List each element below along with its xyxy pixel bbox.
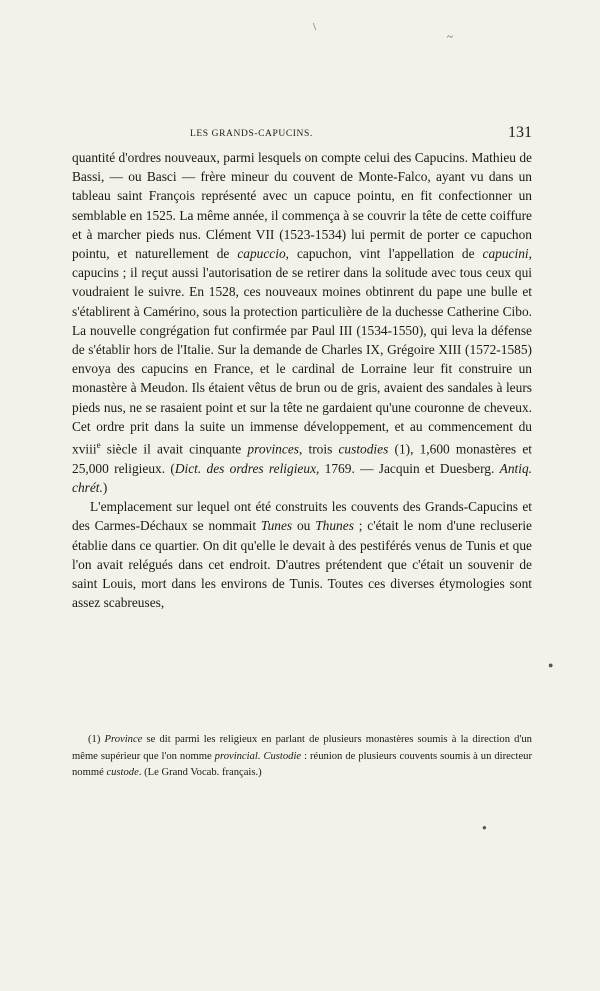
- text-run: ): [102, 479, 108, 495]
- italic-run: provincial. Custodie: [214, 750, 302, 762]
- ink-speck: ~: [447, 31, 453, 43]
- paragraph: [72, 497, 532, 612]
- text-run: , capucins ; il reçut aussi l'autorisation de se retirer dans la solitude avec tous ceux qui voudraient le suivre. En 1528, ces nouveaux moines obtinrent du pape une bulle et s'établirent à Camérino, sous la protection particulière de la duchesse Catherine Cibo. La nouvelle congrégation fut confirmée par Paul III (1534-1550), qui leva la défense de s'établir hors de l'Italie. Sur la demande de Charles IX, Grégoire XIII (1572-1585) envoya des capucins en France, et le cardinal de Lorraine leur fit construire un monastère à Meudon. Ils étaient vêtus de brun ou de gris, avaient des sandales à leurs pieds nus, ne se rasaient point et sur la tête ne gardaient qu'une couronne de cheveux. Cet ordre prit dans la suite un immense développement, et au commencement du xviii: [72, 246, 532, 457]
- footnote: [72, 732, 532, 782]
- text-run: , trois: [298, 441, 339, 457]
- text-run: ; c'était le nom d'une recluserie établie dans ce quartier. On dit qu'elle le devait à des pestiférés venus de Tunis et que l'on avait relégués dans cet endroit. D'autres prétendent que c'était un souvenir de saint Louis, mort dans les environs de Tunis. Toutes ces diverses étymologies sont assez scabreuses,: [72, 518, 532, 611]
- paragraph: [72, 148, 532, 497]
- ink-speck: ●: [482, 823, 487, 832]
- page-number: 131: [508, 124, 532, 141]
- text-run: L'emplacement sur lequel ont été construits les couvents des Grands-Capucins et des Carmes-Déchaux se nommait: [72, 499, 532, 534]
- italic-run: custode: [106, 767, 139, 778]
- italic-run: Tunes: [260, 518, 293, 534]
- italic-run: Thunes: [315, 518, 354, 534]
- italic-run: capucini: [482, 246, 529, 262]
- ink-speck: ●: [548, 660, 554, 670]
- italic-run: Province: [104, 734, 143, 745]
- italic-run: Dict. des ordres religieux,: [174, 460, 320, 476]
- text-run: siècle il avait cinquante: [100, 441, 248, 457]
- text-run: se dit parmi les religieux en parlant de plusieurs monastères soumis à la direction d'un même supérieur que l'on nomme: [72, 734, 532, 762]
- text-run: : réunion de plusieurs couvents soumis à un directeur nommé: [72, 750, 532, 778]
- italic-run: provinces: [247, 441, 299, 457]
- text-run: . (Le Grand Vocab. français.): [138, 767, 262, 778]
- text-run: (1): [88, 734, 105, 745]
- text-run: , capuchon, vint l'appellation de: [285, 246, 483, 262]
- italic-run: Antiq. chrét.: [72, 460, 533, 495]
- text-run: quantité d'ordres nouveaux, parmi lesquels on compte celui des Capucins. Mathieu de Bassi, — ou Basci — frère mineur du couvent de Monte-Falco, ayant vu dans un tableau saint François représenté avec un capuce pointu, en fit confectionner un semblable en 1525. La même année, il commença à se couvrir la tête de cette coiffure et à marcher pieds nus. Clément VII (1523-1534) lui permit de porter ce capuchon pointu, et naturellement de: [72, 150, 532, 262]
- superscript: e: [96, 440, 101, 451]
- body-text: [72, 148, 532, 612]
- ink-speck: \: [313, 21, 317, 33]
- running-title: LES GRANDS-CAPUCINS.: [190, 129, 313, 139]
- text-run: ou: [292, 518, 316, 534]
- footnote-paragraph: [72, 732, 532, 782]
- page-header: [72, 124, 532, 144]
- text-run: (1), 1,600 monastères et 25,000 religieux. (: [72, 441, 532, 476]
- italic-run: capuccio: [237, 246, 286, 262]
- text-run: 1769. — Jacquin et Duesberg.: [319, 460, 500, 476]
- italic-run: custodies: [338, 441, 389, 457]
